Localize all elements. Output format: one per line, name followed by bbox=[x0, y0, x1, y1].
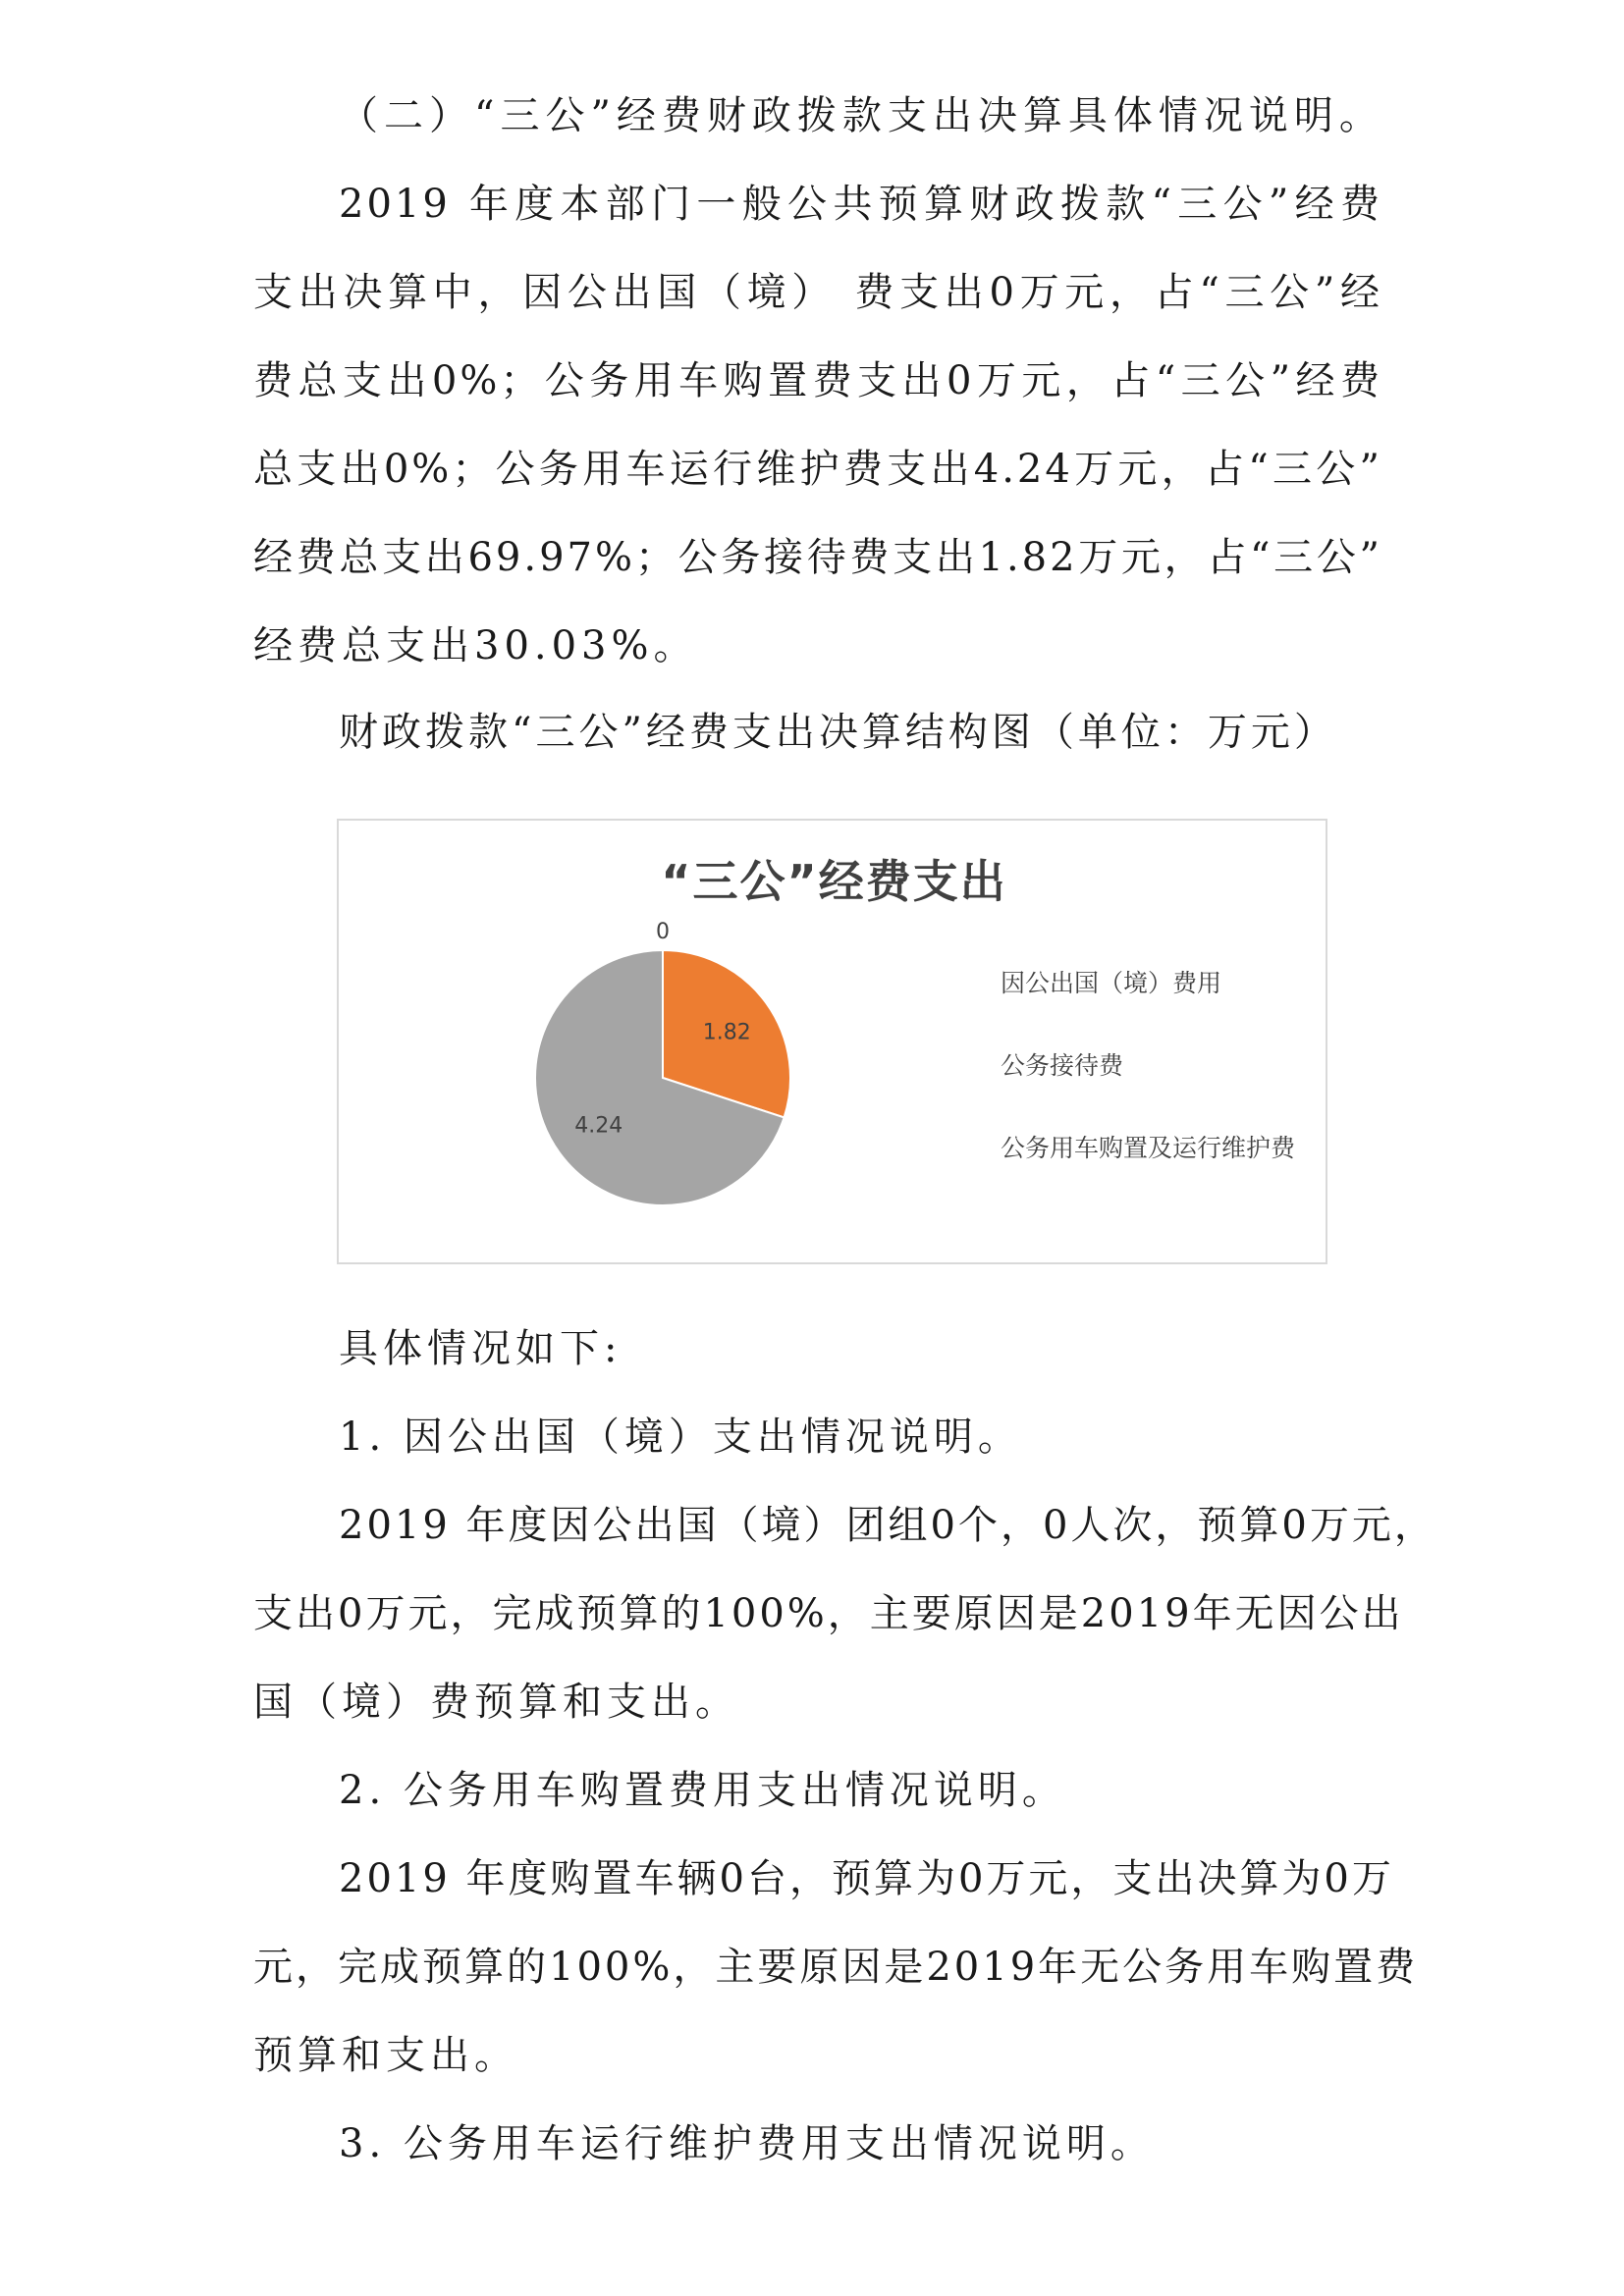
legend-item-0 bbox=[1001, 966, 1295, 1001]
pie-chart-svg bbox=[339, 821, 1329, 1266]
item1-line3: 国（境）费预算和支出。 bbox=[253, 1680, 739, 1725]
item1-line2: 支出0万元，完成预算的100%，主要原因是2019年无因公出 bbox=[253, 1591, 1404, 1636]
para1-line3: 费总支出0%；公务用车购置费支出0万元，占“三公”经费 bbox=[253, 358, 1382, 403]
details-intro: 具体情况如下: bbox=[339, 1326, 623, 1371]
item2-line3: 预算和支出。 bbox=[253, 2033, 518, 2078]
para1-line6: 经费总支出30.03%。 bbox=[253, 623, 698, 668]
para1-line4: 总支出0%；公务用车运行维护费支出4.24万元，占“三公” bbox=[253, 447, 1382, 492]
item2-line2: 元，完成预算的100%，主要原因是2019年无公务用车购置费 bbox=[253, 1945, 1419, 1990]
pie-label-0: 0 bbox=[656, 920, 670, 944]
item1-line1: 2019 年度因公出国（境）团组0个，0人次，预算0万元， bbox=[339, 1503, 1436, 1548]
para1-line1: 2019 年度本部门一般公共预算财政拨款“三公”经费 bbox=[339, 182, 1382, 227]
para1-line5: 经费总支出69.97%；公务接待费支出1.82万元，占“三公” bbox=[253, 535, 1382, 580]
pie-label-1: 1.82 bbox=[702, 1020, 751, 1045]
chart-caption: 财政拨款“三公”经费支出决算结构图（单位：万元） bbox=[339, 710, 1337, 755]
legend-item-2 bbox=[1001, 1131, 1295, 1166]
item2-heading: 2. 公务用车购置费用支出情况说明。 bbox=[339, 1768, 1066, 1813]
item3-heading: 3. 公务用车运行维护费用支出情况说明。 bbox=[339, 2121, 1155, 2166]
pie-label-2: 4.24 bbox=[574, 1113, 623, 1139]
pie-chart bbox=[337, 819, 1327, 1264]
item2-line1: 2019 年度购置车辆0台，预算为0万元，支出决算为0万 bbox=[339, 1856, 1394, 1901]
legend-label-0: 因公出国（境）费用 bbox=[1001, 969, 1222, 997]
section-heading: （二）“三公”经费财政拨款支出决算具体情况说明。 bbox=[339, 93, 1384, 138]
para1-line2: 支出决算中，因公出国（境） 费支出0万元，占“三公”经 bbox=[253, 270, 1382, 315]
legend-label-2: 公务用车购置及运行维护费 bbox=[1001, 1134, 1296, 1162]
legend-item-1 bbox=[1001, 1048, 1295, 1084]
chart-title: “三公”经费支出 bbox=[661, 855, 1007, 908]
legend-label-1: 公务接待费 bbox=[1001, 1051, 1124, 1080]
item1-heading: 1. 因公出国（境）支出情况说明。 bbox=[339, 1415, 1022, 1460]
